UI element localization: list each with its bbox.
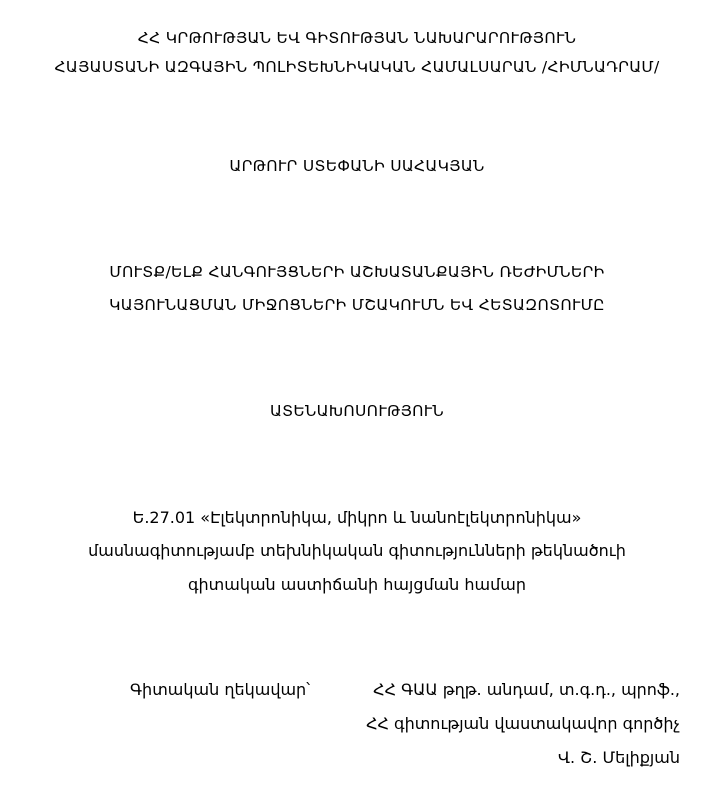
supervisor-name: Վ. Շ. Մելիքյան: [557, 748, 680, 767]
thesis-title-line-2: ԿԱՅՈՒՆԱՑՄԱՆ ՄԻՋՈՑՆԵՐԻ ՄՇԱԿՈՒՄՆ ԵՎ ՀԵՏԱԶՈՏՈՒՄԸ: [109, 296, 605, 314]
thesis-title-line-1: ՄՈՒՏՔ/ԵԼՔ ՀԱՆԳՈՒՅՑՆԵՐԻ ԱՇԽԱՏԱՆՔԱՅԻՆ ՌԵԺԻՄՆԵՐԻ: [109, 263, 605, 281]
specialty-line-1: Ե.27.01 «Էլեկտրոնիկա, միկրո և նանոէլեկտրոնիկա»: [132, 508, 582, 527]
specialty-line-3: գիտական աստիճանի հայցման համար: [188, 575, 526, 594]
document-type: ԱՏԵՆԱԽՈՍՈՒԹՅՈՒՆ: [269, 402, 445, 420]
supervisor-honor: ՀՀ գիտության վաստակավոր գործիչ: [366, 714, 680, 733]
university-name: ՀԱՅԱՍՏԱՆԻ ԱԶԳԱՅԻՆ ՊՈԼԻՏԵԽՆԻԿԱԿԱՆ ՀԱՄԱԼՍԱՐԱՆ /ՀԻՄՆԱԴՐԱՄ/: [54, 58, 660, 76]
supervisor-title: ՀՀ ԳԱԱ թղթ. անդամ, տ.գ.դ., պրոֆ.,: [373, 680, 680, 699]
ministry-name: ՀՀ ԿՐԹՈՒԹՅԱՆ ԵՎ ԳԻՏՈՒԹՅԱՆ ՆԱԽԱՐԱՐՈՒԹՅՈՒՆ: [137, 29, 577, 47]
supervisor-label: Գիտական ղեկավար՝: [130, 680, 310, 699]
author-name: ԱՐԹՈՒՐ ՍՏԵՓԱՆԻ ՍԱՀԱԿՅԱՆ: [229, 157, 485, 175]
specialty-line-2: մասնագիտությամբ տեխնիկական գիտությունների թեկնածուի: [88, 541, 626, 560]
